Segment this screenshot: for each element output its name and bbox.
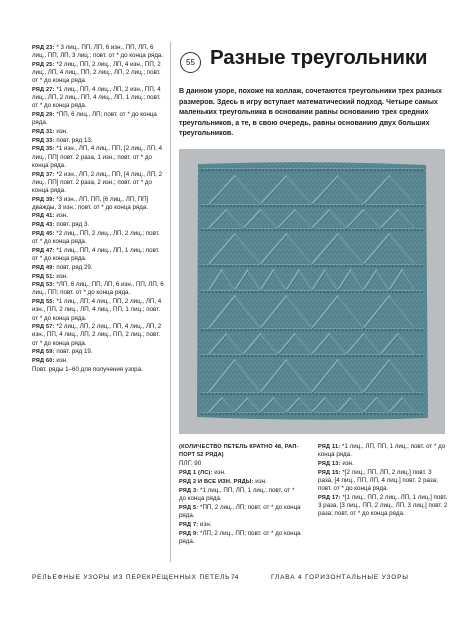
instruction-row <box>32 221 166 229</box>
instruction-row <box>32 171 166 195</box>
row-text: *1 лиц., ЛП, 4 лиц., ПП, 2 лиц., ЛП, 4 изн., ПП, 2 лиц., ЛП, 4 лиц., ПП, 1 лиц.; повт. от * до конца ряда. <box>32 298 162 322</box>
footer-chapter: ГЛАВА 4 ГОРИЗОНТАЛЬНЫЕ УЗОРЫ <box>271 574 409 581</box>
row-text: изн. <box>212 468 226 476</box>
row-label: РЯД 1 (ЛС): <box>179 469 213 476</box>
instruction-row <box>32 145 166 169</box>
row-text: изн. <box>54 212 68 220</box>
instruction-row <box>318 443 448 459</box>
row-label: РЯД 57: <box>32 324 55 331</box>
column-divider <box>170 42 171 562</box>
instruction-row <box>32 247 166 263</box>
row-text: *ЛП, 2 лиц., ПП; повт. от * до конца ряда. <box>179 529 301 545</box>
row-label: РЯД 55: <box>32 299 55 306</box>
instruction-row <box>32 323 166 347</box>
instruction-row <box>32 44 166 60</box>
instruction-row <box>179 469 303 477</box>
row-text: *[2 лиц., ПП, ЛП, 2 лиц.] повт. 3 раза, [4 лиц., ПП, ЛП, 4 лиц.] повт. 2 раза; повт. от * до конца ряда. <box>318 468 438 493</box>
row-label: РЯД 37: <box>32 171 55 178</box>
pattern-number-badge: 55 <box>180 52 201 73</box>
row-label: РЯД 27: <box>32 86 55 93</box>
row-label: РЯД 43: <box>32 222 55 229</box>
instruction-row <box>32 366 166 374</box>
row-label: РЯД 45: <box>32 230 55 237</box>
row-text: изн. <box>340 459 354 467</box>
row-text: изн. <box>253 477 267 485</box>
instruction-row <box>318 460 448 468</box>
instruction-row <box>32 196 166 212</box>
page-number: 74 <box>231 574 239 581</box>
row-label: (КОЛИЧЕСТВО ПЕТЕЛЬ КРАТНО 48, РАППОРТ 52 РЯДА) <box>179 444 299 459</box>
row-label: РЯД 17: <box>318 494 341 501</box>
row-text: *3 изн., ЛП, ПП, [6 лиц., ЛП, ПП] дважды, 3 изн.; повт. от * до конца ряда. <box>32 195 149 211</box>
row-label: РЯД 5: <box>179 504 199 511</box>
instruction-row <box>179 530 303 546</box>
row-label: РЯД 3: <box>179 487 199 494</box>
row-label: РЯД 53: <box>32 282 55 289</box>
row-text: *2 лиц., ПП, 2 лиц., ЛП, 2 лиц.; повт. от * до конца ряда. <box>32 229 160 246</box>
row-text: *2 лиц., ЛП, 2 лиц., ПП, 4 лиц., ЛП, 2 изн., ПП, 4 лиц., ЛП, 2 лиц., ПП, 2 лиц.; повт. от * до конца ряда. <box>32 323 162 347</box>
row-label: РЯД 13: <box>318 460 341 467</box>
instruction-row <box>179 478 303 486</box>
instruction-row <box>32 61 166 85</box>
instruction-row <box>179 460 303 468</box>
row-text: *ЛП, 6 лиц., ПП, ЛП, 6 изн., ПП, ЛП, 6 лиц., ПП; повт. от * до конца ряда. <box>32 281 164 297</box>
instruction-row <box>32 212 166 220</box>
row-label: РЯД 23: <box>32 45 55 51</box>
row-label: РЯД 41: <box>32 213 55 220</box>
instruction-row <box>32 111 166 127</box>
instruction-row <box>32 298 166 322</box>
row-text: повт. ряд 19. <box>54 348 93 356</box>
row-label: РЯД 7: <box>179 521 199 528</box>
instruction-row <box>32 128 166 136</box>
instruction-row <box>32 86 166 110</box>
row-text: *2 лиц., ПП, 2 лиц., ЛП, 4 изн., ПП, 2 лиц., ЛП, 4 лиц., ПП, 2 лиц., ЛП, 2 лиц.; повт. от * до конца ряда. <box>32 60 161 85</box>
row-label: РЯД 33: <box>32 137 55 144</box>
row-text: повт. ряд 29. <box>54 263 93 271</box>
instructions-bottom-left <box>179 443 303 547</box>
row-label: РЯД 29: <box>32 112 55 119</box>
row-label: РЯД 47: <box>32 247 55 254</box>
row-text: *1 лиц., ЛП, ПП, 1 лиц.; повт. от * до конца ряда. <box>318 443 446 459</box>
swatch-photo <box>179 149 445 434</box>
instruction-row <box>32 357 166 365</box>
row-text: *2 изн., ЛП, 2 лиц., ПП, [4 лиц., ЛП, 2 лиц., ПП] повт. 2 раза, 2 изн.; повт. от * до конца ряда. <box>32 170 163 194</box>
row-text: *1 лиц., ПП, ЛП, 1 лиц.; повт. от * до конца ряда. <box>179 486 295 502</box>
row-text: изн. <box>54 127 68 135</box>
instructions-bottom-right <box>318 443 448 519</box>
row-text: *[1 лиц., ПП, 2 лиц., ЛП, 1 лиц.] повт. 3 раза, [3 лиц., ПП, 2 лиц., ЛП, 3 лиц.] повт. 2 раза; повт. от * до конца ряда. <box>318 493 448 518</box>
instruction-row <box>32 281 166 297</box>
row-text: ПЛГ: 90 <box>179 459 202 467</box>
row-label: РЯД 25: <box>32 61 55 68</box>
intro-paragraph: В данном узоре, похоже на коллаж, сочетаются треугольники трех разных размеров. Здесь в игру вступает математический подход. Четыре самых маленьких треугольника в основании равны основанию трех средних треугольников, а те, в свою очередь, равны основанию двух больших треугольников. <box>179 87 442 138</box>
instruction-row <box>32 230 166 246</box>
row-label: РЯД 49: <box>32 264 55 271</box>
instructions-column <box>32 44 166 375</box>
row-text: изн. <box>54 357 68 365</box>
row-label: РЯД 2 И ВСЕ ИЗН. РЯДЫ: <box>179 478 254 485</box>
instruction-row <box>32 137 166 145</box>
row-text: *ПП, 2 лиц., ЛП; повт. от * до конца ряда. <box>179 503 301 519</box>
row-label: РЯД 51: <box>32 273 55 280</box>
row-text: повт. ряд 3. <box>54 221 90 229</box>
instruction-row <box>318 469 448 493</box>
row-text: изн. <box>198 520 212 528</box>
row-label: РЯД 39: <box>32 196 55 203</box>
instruction-row <box>318 494 448 518</box>
row-label: РЯД 59: <box>32 349 55 356</box>
instruction-row <box>179 521 303 529</box>
page-title: Разные треугольники <box>210 46 428 69</box>
instruction-row <box>179 443 303 459</box>
row-text: *1 лиц., ПП, 4 лиц., ЛП, 2 изн., ПП, 4 лиц., ЛП, 2 лиц., ПП, 4 лиц., ЛП, 1 лиц.; повт. от * до конца ряда. <box>32 85 161 110</box>
row-text: *1 лиц., ПП, 4 лиц., ЛП, 1 лиц.; повт. от * до конца ряда. <box>32 246 160 263</box>
row-label: РЯД 9: <box>179 530 199 537</box>
row-label: РЯД 15: <box>318 469 341 476</box>
knit-swatch-image <box>195 160 429 422</box>
row-label: РЯД 11: <box>318 444 341 450</box>
row-text: изн. <box>54 272 68 280</box>
row-label: РЯД 31: <box>32 128 55 135</box>
row-text: * 3 лиц., ПП, ЛП, 6 изн., ПП, ЛП, 6 лиц., ПП, ЛП, 3 лиц.; повт. от * до конца ряда. <box>32 44 164 60</box>
row-text: *ПП, 6 лиц., ЛП; повт. от * до конца ряда. <box>32 111 157 127</box>
instruction-row <box>32 264 166 272</box>
instruction-row <box>32 348 166 356</box>
row-label: РЯД 35: <box>32 146 55 153</box>
row-label: РЯД 60: <box>32 358 55 365</box>
instruction-row <box>179 504 303 520</box>
row-text: *1 изн., ЛП, 4 лиц., ПП, [2 лиц., ЛП, 4 лиц., ПП] повт. 2 раза, 1 изн.; повт. от * до конца ряда. <box>32 145 163 169</box>
instruction-row <box>32 273 166 281</box>
row-text: Повт. ряды 1–60 для получения узора. <box>32 365 143 373</box>
row-text: повт. ряд 13. <box>54 136 93 144</box>
footer-book-section: РЕЛЬЕФНЫЕ УЗОРЫ ИЗ ПЕРЕКРЕЩЕННЫХ ПЕТЕЛЬ <box>32 574 231 581</box>
instruction-row <box>179 487 303 503</box>
